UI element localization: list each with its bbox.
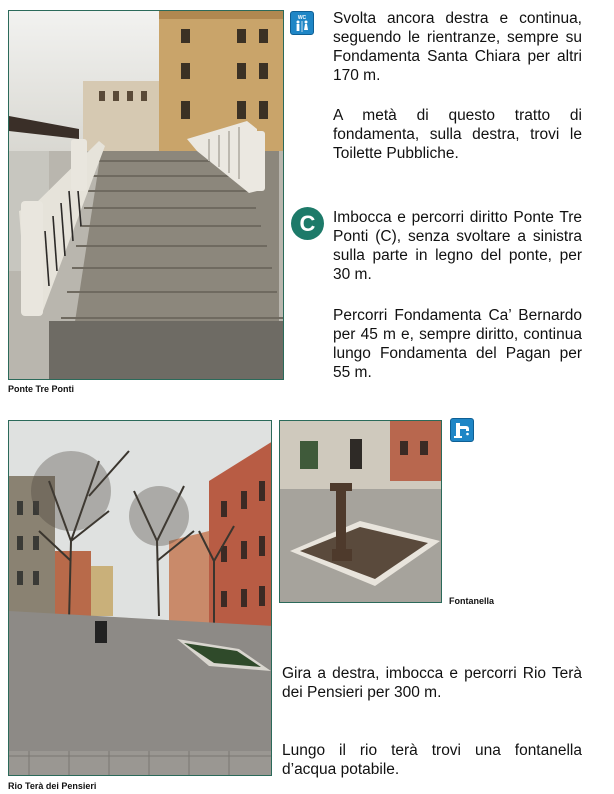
wc-icon xyxy=(290,11,314,35)
photo-fontanella xyxy=(279,420,442,603)
photo-rio-tera-dei-pensieri xyxy=(8,420,272,776)
fountain-illustration xyxy=(280,421,442,603)
instruction-paragraph-6 xyxy=(282,741,582,779)
instruction-paragraph-3 xyxy=(333,208,582,284)
instruction-paragraph-1 xyxy=(333,9,582,85)
instruction-paragraph-4 xyxy=(333,306,582,382)
paragraph-text: Imbocca e percorri diritto Ponte Tre Ponti (C), senza svoltare a sinistra sulla parte in legno del ponte, per 30 m. xyxy=(333,209,582,283)
paragraph-text: Lungo il rio terà trovi una fontanella d’acqua potabile. xyxy=(282,742,582,778)
instruction-paragraph-2 xyxy=(333,106,582,163)
svg-text:WC: WC xyxy=(297,15,307,21)
paragraph-text: Gira a destra, imbocca e percorri Rio Terà dei Pensieri per 300 m. xyxy=(282,665,582,701)
paragraph-text: Svolta ancora destra e continua, seguendo le rientranze, sempre su Fondamenta Santa Chiara per altri 170 m. xyxy=(333,10,582,84)
water-tap-icon xyxy=(450,418,474,442)
caption-rio-tera-dei-pensieri: Rio Terà dei Pensieri xyxy=(8,781,97,791)
waypoint-c-marker: C xyxy=(291,207,324,240)
instruction-paragraph-5 xyxy=(282,664,582,702)
caption-ponte-tre-ponti: Ponte Tre Ponti xyxy=(8,384,75,394)
caption-fontanella: Fontanella xyxy=(449,596,495,606)
paragraph-text: Percorri Fondamenta Ca’ Bernardo per 45 m e, sempre diritto, continua lungo Fondamenta del Pagan per 55 m. xyxy=(333,307,582,381)
bridge-stairs-illustration xyxy=(9,11,284,380)
photo-ponte-tre-ponti xyxy=(8,10,284,380)
street-illustration xyxy=(9,421,272,776)
paragraph-text: A metà di questo tratto di fondamenta, sulla destra, trovi le Toilette Pubbliche. xyxy=(333,107,582,162)
